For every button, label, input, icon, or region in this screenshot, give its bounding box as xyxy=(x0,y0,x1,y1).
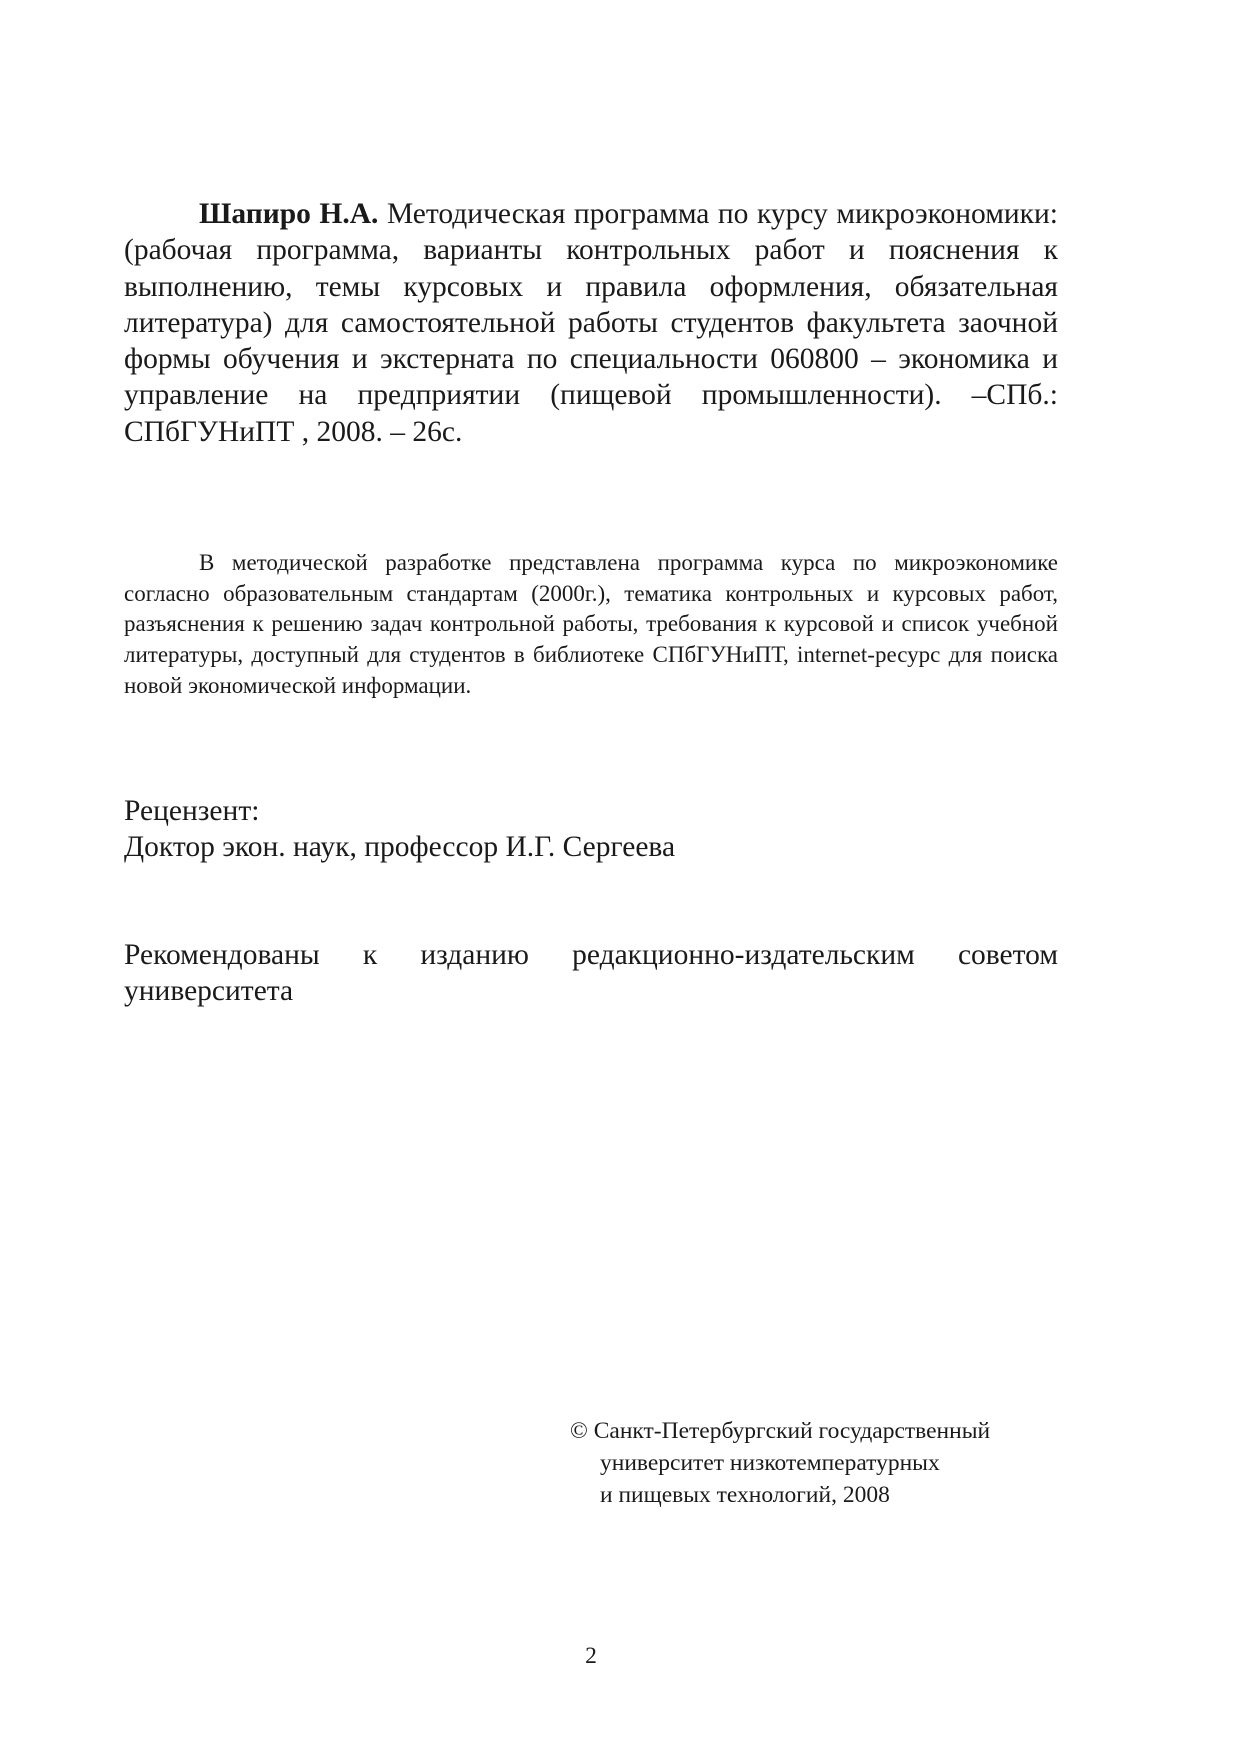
reviewer-block xyxy=(124,793,1058,866)
copyright-block xyxy=(570,1415,1090,1511)
author-name: Шапиро Н.А. xyxy=(199,198,379,230)
recommendation-text: Рекомендованы к изданию редакционно-издательским советом университета xyxy=(124,939,1058,1008)
reviewer-label: Рецензент: xyxy=(124,795,260,827)
reviewer-name: Доктор экон. наук, профессор И.Г. Сергеева xyxy=(124,831,676,864)
annotation-text: Методическая программа по курсу микроэкономики: (рабочая программа, варианты контрольных работ и пояснения к выполнению, темы курсовых и правила оформления, обязательная литература) для самостоятельной работы студентов факультета заочной формы обучения и экстерната по специальности 060800 – экономика и управление на предприятии (пищевой промышленности). –СПб.: СПбГУНиПТ , 2008. – 26с. xyxy=(124,198,1058,448)
copyright-line-1: © Санкт-Петербургский государственный xyxy=(570,1418,991,1444)
bibliographic-annotation xyxy=(124,196,1058,450)
copyright-line-2: университет низкотемпературных xyxy=(600,1450,940,1476)
copyright-line-3: и пищевых технологий, 2008 xyxy=(600,1482,890,1508)
page-number: 2 xyxy=(585,1643,597,1669)
abstract-paragraph: В методической разработке представлена программа курса по микроэкономике согласно образовательным стандартам (2000г.), тематика контрольных и курсовых работ, разъяснения к решению задач контрольной работы, требования к курсовой и список учебной литературы, доступный для студентов в библиотеке СПбГУНиПТ, internet-ресурс для поиска новой экономической информации. xyxy=(124,550,1058,698)
